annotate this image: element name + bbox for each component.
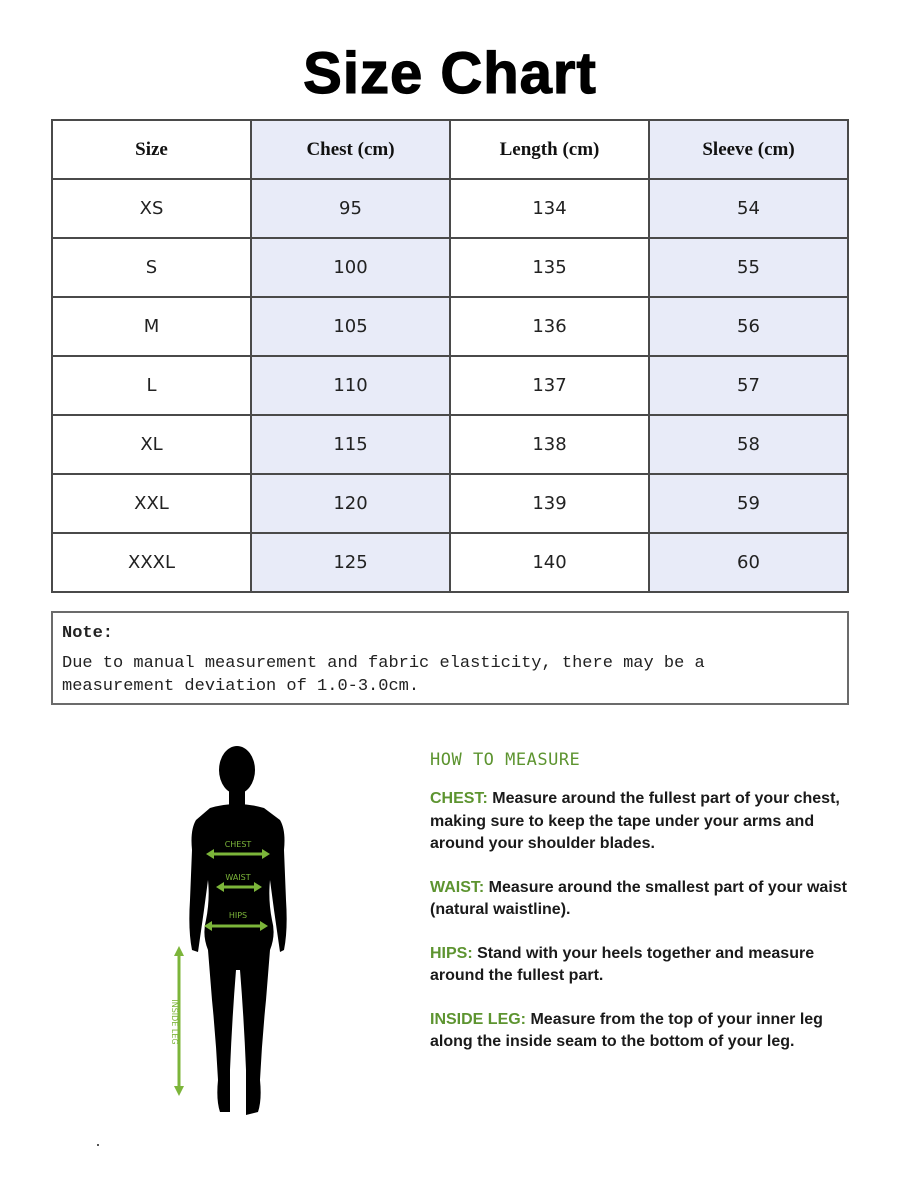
inside-leg-measure-arrow xyxy=(170,946,184,1096)
cell-sleeve: 58 xyxy=(649,415,848,474)
table-row xyxy=(52,179,848,238)
hips-figure-label: HIPS xyxy=(228,911,248,920)
cell-length: 138 xyxy=(450,415,649,474)
measure-label-inside-leg: INSIDE LEG: xyxy=(430,1010,527,1028)
measure-label-chest: CHEST: xyxy=(430,790,488,807)
cell-length: 137 xyxy=(450,356,649,415)
header-size: Size xyxy=(52,120,251,179)
body-silhouette xyxy=(189,746,286,1115)
header-length: Length (cm) xyxy=(450,120,649,179)
size-table xyxy=(51,119,849,593)
cell-sleeve: 55 xyxy=(649,238,848,297)
body-silhouette-figure xyxy=(150,740,340,1130)
cell-size: XXL xyxy=(52,474,251,533)
table-row xyxy=(52,474,848,533)
cell-size: XXXL xyxy=(52,533,251,592)
how-to-measure-section xyxy=(430,750,850,1075)
measure-item-inside-leg xyxy=(430,1009,850,1054)
chest-figure-label: CHEST xyxy=(224,840,252,849)
cell-chest: 120 xyxy=(251,474,450,533)
cell-size: XL xyxy=(52,415,251,474)
cell-chest: 105 xyxy=(251,297,450,356)
note-text: Due to manual measurement and fabric elasticity, there may be a measurement deviation of 1.0-3.0cm. xyxy=(62,654,705,696)
cell-size: M xyxy=(52,297,251,356)
note-title: Note: xyxy=(62,624,114,643)
cell-chest: 95 xyxy=(251,179,450,238)
cell-length: 135 xyxy=(450,238,649,297)
cell-chest: 125 xyxy=(251,533,450,592)
cell-length: 139 xyxy=(450,474,649,533)
header-sleeve: Sleeve (cm) xyxy=(649,120,848,179)
table-header-row xyxy=(52,120,848,179)
measure-item-hips xyxy=(430,943,850,988)
measure-text-chest: Measure around the fullest part of your chest, making sure to keep the tape under your arms and around your shoulder blades. xyxy=(430,790,840,852)
waist-figure-label: WAIST xyxy=(225,873,251,882)
cell-size: S xyxy=(52,238,251,297)
cell-size: L xyxy=(52,356,251,415)
table-row xyxy=(52,297,848,356)
cell-sleeve: 56 xyxy=(649,297,848,356)
stray-dot xyxy=(97,1144,99,1146)
measure-item-waist xyxy=(430,877,850,922)
inside-leg-figure-label: INSIDE LEG xyxy=(170,999,179,1045)
header-chest: Chest (cm) xyxy=(251,120,450,179)
measure-label-hips: HIPS: xyxy=(430,944,473,962)
cell-chest: 110 xyxy=(251,356,450,415)
measure-text-hips: Stand with your heels together and measure around the fullest part. xyxy=(430,944,815,984)
table-row xyxy=(52,356,848,415)
measure-label-waist: WAIST: xyxy=(430,878,485,896)
cell-chest: 115 xyxy=(251,415,450,474)
cell-sleeve: 54 xyxy=(649,179,848,238)
how-to-measure-heading: HOW TO MEASURE xyxy=(430,750,581,770)
cell-sleeve: 59 xyxy=(649,474,848,533)
measure-item-chest xyxy=(430,788,850,856)
measure-text-inside-leg: Measure from the top of your inner leg along the inside seam to the bottom of your leg. xyxy=(430,1010,823,1050)
cell-size: XS xyxy=(52,179,251,238)
note-box xyxy=(51,611,849,705)
table-row xyxy=(52,533,848,592)
cell-sleeve: 57 xyxy=(649,356,848,415)
table-row xyxy=(52,415,848,474)
cell-length: 136 xyxy=(450,297,649,356)
page-title: Size Chart xyxy=(303,41,597,106)
cell-chest: 100 xyxy=(251,238,450,297)
cell-sleeve: 60 xyxy=(649,533,848,592)
cell-length: 140 xyxy=(450,533,649,592)
cell-length: 134 xyxy=(450,179,649,238)
measure-text-waist: Measure around the smallest part of your waist (natural waistline). xyxy=(430,878,847,918)
table-row xyxy=(52,238,848,297)
